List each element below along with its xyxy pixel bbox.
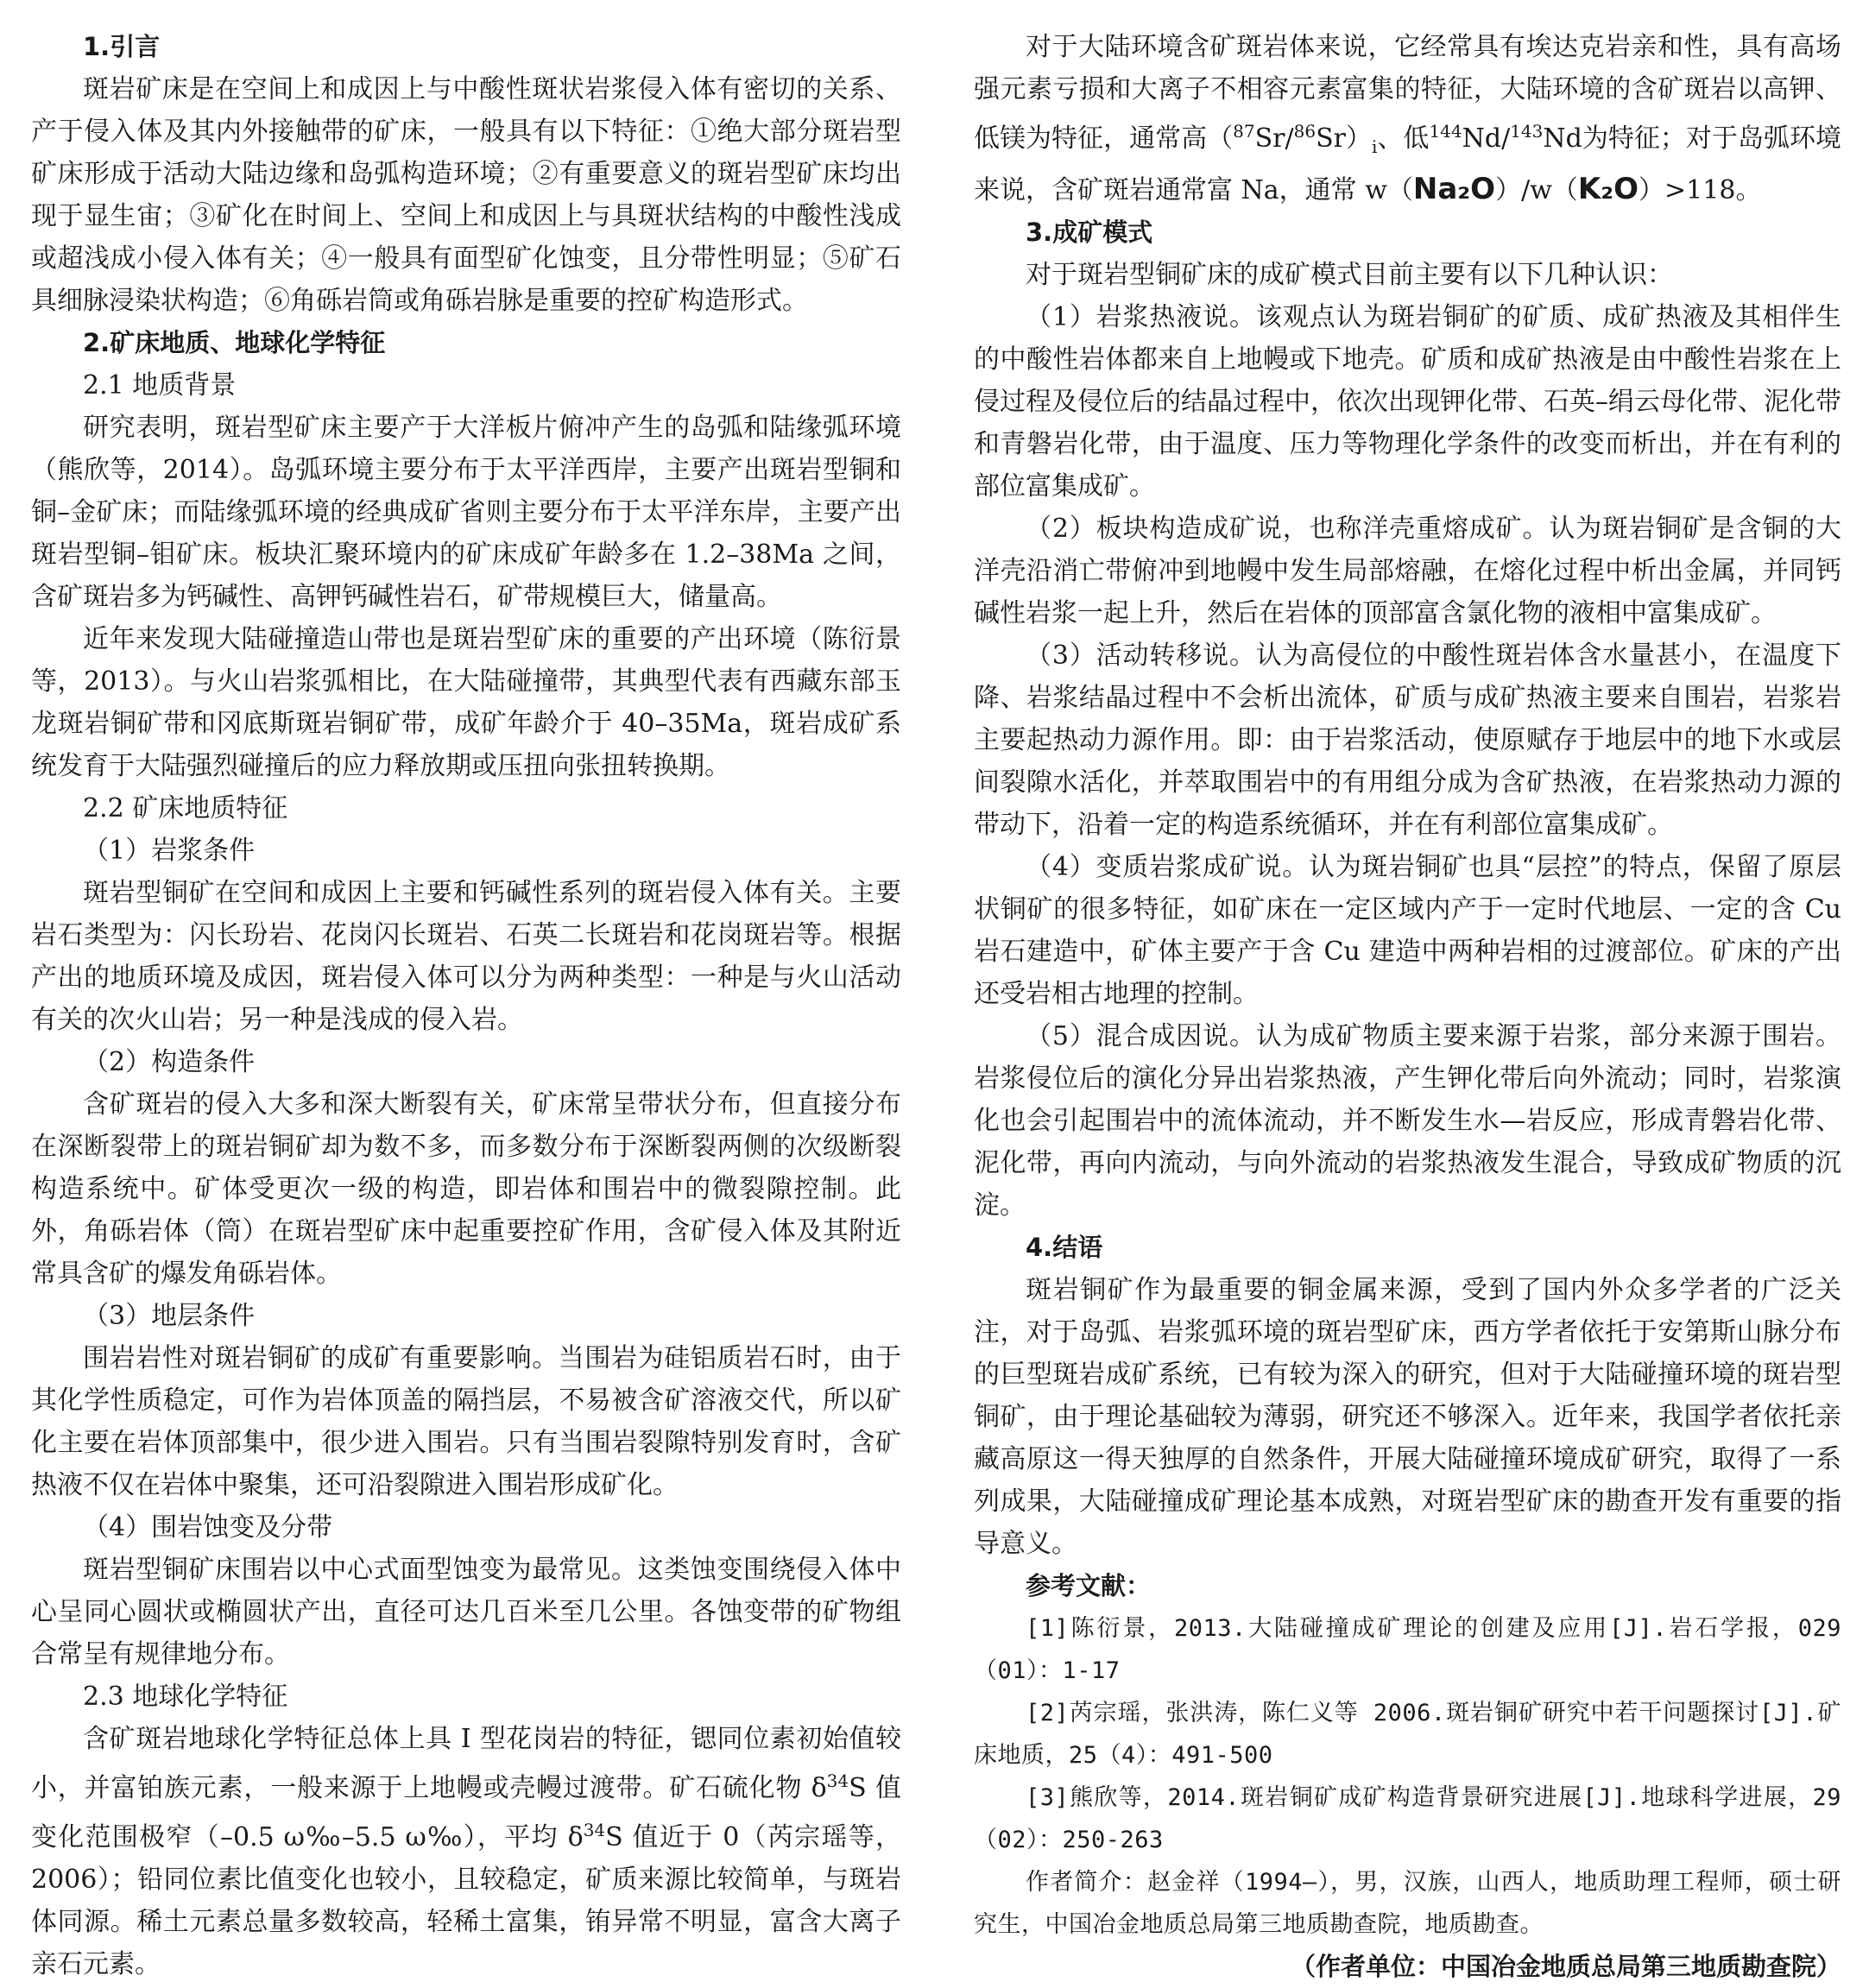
geochem-text-c: S 值近于 0（芮宗瑶等，2006）；铅同位素比值变化也较小，且较稳定，矿质来源比较简单，与斑岩体同源。稀土元素总量多数较高，轻稀土富集，铕异常不明显，富含大离子亲石元素。 [31, 1822, 901, 1979]
cont-text-e: ）>118。 [1639, 175, 1762, 205]
heading-introduction: 1.引言 [83, 32, 161, 61]
reference-1: [1]陈衍景，2013.大陆碰撞成矿理论的创建及应用[J].岩石学报，029（01）：1-17 [974, 1615, 1841, 1684]
sup-144: 144 [1429, 121, 1462, 142]
heading-geochemical-features: 2.3 地球化学特征 [83, 1682, 288, 1712]
heading-alteration-zoning: （4）围岩蚀变及分带 [83, 1512, 333, 1543]
sr-1: Sr [1254, 123, 1285, 154]
author-affiliation: （作者单位：中国冶金地质总局第三地质勘查院） [1290, 1952, 1841, 1981]
left-column [31, 26, 901, 1985]
sup-143: 143 [1510, 121, 1544, 142]
paragraph-model-3: （3）活动转移说。认为高侵位的中酸性斑岩体含水量甚小，在温度下降、岩浆结晶过程中不会析出流体，矿质与成矿热液主要来自围岩，岩浆岩主要起热动力源作用。即：由于岩浆活动，使原赋存于地层中的地下水或层间裂隙水活化，并萃取围岩中的有用组分成为含矿热液，在岩浆热动力源的带动下，沿着一定的构造系统循环，并在有利部位富集成矿。 [974, 641, 1841, 840]
formula-k2o: K₂O [1577, 172, 1639, 206]
paragraph-model-4: （4）变质岩浆成矿说。认为斑岩铜矿也具“层控”的特点，保留了原层状铜矿的很多特征，如矿床在一定区域内产于一定时代地层、一定的含 Cu 岩石建造中，矿体主要产于含 Cu 建造中两种岩相的过渡部位。矿床的产出还受岩相古地理的控制。 [974, 852, 1841, 1009]
paragraph-alteration-zoning: 斑岩型铜矿床围岩以中心式面型蚀变为最常见。这类蚀变围绕侵入体中心呈同心圆状或椭圆状产出，直径可达几百米至几公里。各蚀变带的矿物组合常呈有规律地分布。 [31, 1555, 901, 1669]
paragraph-strata-conditions: 围岩岩性对斑岩铜矿的成矿有重要影响。当围岩为硅铝质岩石时，由于其化学性质稳定，可作为岩体顶盖的隔挡层，不易被含矿溶液交代，所以矿化主要在岩体顶部集中，很少进入围岩。只有当围岩裂隙特别发育时，含矿热液不仅在岩体中聚集，还可沿裂隙进入围岩形成矿化。 [31, 1343, 901, 1500]
cont-text-c: 为特征；对于岛弧环境来说，含矿斑岩通常富 Na，通常 w（ [974, 123, 1841, 205]
paragraph-conclusion: 斑岩铜矿作为最重要的铜金属来源，受到了国内外众多学者的广泛关注，对于岛弧、岩浆弧环境的斑岩型矿床，西方学者依托于安第斯山脉分布的巨型斑岩成矿系统，已有较为深入的研究，但对于大陆碰撞环境的斑岩型铜矿，由于理论基础较为薄弱，研究还不够深入。近年来，我国学者依托亲藏高原这一得天独厚的自然条件，开展大陆碰撞环境成矿研究，取得了一系列成果，大陆碰撞成矿理论基本成熟，对斑岩型矿床的勘查开发有重要的指导意义。 [974, 1275, 1841, 1559]
geochem-sup-34-b: 34 [583, 1820, 606, 1840]
sup-87: 87 [1233, 121, 1255, 142]
slash-1: / [1285, 123, 1294, 154]
paragraph-magma-conditions: 斑岩型铜矿在空间和成因上主要和钙碱性系列的斑岩侵入体有关。主要岩石类型为：闪长玢岩、花岗闪长斑岩、石英二长斑岩和花岗斑岩等。根据产出的地质环境及成因，斑岩侵入体可以分为两种类型：一种是与火山活动有关的次火山岩；另一种是浅成的侵入岩。 [31, 878, 901, 1035]
heading-ore-model: 3.成矿模式 [1026, 218, 1153, 247]
paragraph-model-intro: 对于斑岩型铜矿床的成矿模式目前主要有以下几种认识： [1026, 260, 1673, 290]
cont-text-d: ）/w（ [1495, 175, 1578, 205]
geochem-text-b: S 值变化范围极窄（–0.5 ω‰–5.5 ω‰），平均 δ [31, 1773, 901, 1852]
right-column [974, 26, 1841, 1988]
paragraph-structural-conditions: 含矿斑岩的侵入大多和深大断裂有关，矿床常呈带状分布，但直接分布在深断裂带上的斑岩铜矿却为数不多，而多数分布于深断裂两侧的次级断裂构造系统中。矿体受更次一级的构造，即岩体和围岩中的微裂隙控制。此外，角砾岩体（筒）在斑岩型矿床中起重要控矿作用，含矿侵入体及其附近常具含矿的爆发角砾岩体。 [31, 1089, 901, 1289]
heading-structural-conditions: （2）构造条件 [83, 1047, 256, 1077]
cont-text-b: 、低 [1377, 123, 1430, 154]
heading-deposit-features: 2.2 矿床地质特征 [83, 793, 288, 824]
paragraph-model-2: （2）板块构造成矿说，也称洋壳重熔成矿。认为斑岩铜矿是含铜的大洋壳沿消亡带俯冲到地幔中发生局部熔融，在熔化过程中析出金属，并同钙碱性岩浆一起上升，然后在岩体的顶部富含氯化物的液相中富集成矿。 [974, 514, 1841, 628]
sub-i: i [1371, 136, 1378, 157]
paragraph-background-1: 研究表明，斑岩型矿床主要产于大洋板片俯冲产生的岛弧和陆缘弧环境（熊欣等，2014）。岛弧环境主要分布于太平洋西岸，主要产出斑岩型铜和铜–金矿床；而陆缘弧环境的经典成矿省则主要分布于太平洋东岸，主要产出斑岩型铜–钼矿床。板块汇聚环境内的矿床成矿年龄多在 1.2–38Ma 之间，含矿斑岩多为钙碱性、高钾钙碱性岩石，矿带规模巨大，储量高。 [31, 413, 901, 612]
paragraph-model-1: （1）岩浆热液说。该观点认为斑岩铜矿的矿质、成矿热液及其相伴生的中酸性岩体都来自上地幔或下地壳。矿质和成矿热液是由中酸性岩浆在上侵过程及侵位后的结晶过程中，依次出现钾化带、石英–绢云母化带、泥化带和青磐岩化带，由于温度、压力等物理化学条件的改变而析出，并在有利的部位富集成矿。 [974, 302, 1841, 502]
author-bio: 作者简介：赵金祥（1994—），男，汉族，山西人，地质助理工程师，硕士研究生，中国冶金地质总局第三地质勘查院，地质勘查。 [974, 1869, 1841, 1938]
reference-3: [3]熊欣等，2014.斑岩铜矿成矿构造背景研究进展[J].地球科学进展，29（02）：250-263 [974, 1784, 1841, 1853]
formula-na2o: Na₂O [1412, 172, 1496, 206]
paragraph-background-2: 近年来发现大陆碰撞造山带也是斑岩型矿床的重要的产出环境（陈衍景等，2013）。与火山岩浆弧相比，在大陆碰撞带，其典型代表有西藏东部玉龙斑岩铜矿带和冈底斯斑岩铜矿带，成矿年龄介于 40–35Ma，斑岩成矿系统发育于大陆强烈碰撞后的应力释放期或压扭向张扭转换期。 [31, 624, 901, 781]
reference-2: [2]芮宗瑶，张洪涛，陈仁义等 2006.斑岩铜矿研究中若干问题探讨[J].矿床地质，25（4）：491-500 [974, 1700, 1841, 1769]
geochem-text-a: 含矿斑岩地球化学特征总体上具 I 型花岗岩的特征，锶同位素初始值较小，并富铂族元素，一般来源于上地幔或壳幔过渡带。矿石硫化物 δ [31, 1724, 901, 1803]
heading-strata-conditions: （3）地层条件 [83, 1301, 256, 1331]
heading-conclusion: 4.结语 [1026, 1233, 1103, 1262]
slash-2: / [1501, 123, 1511, 154]
paragraph-introduction: 斑岩矿床是在空间上和成因上与中酸性斑状岩浆侵入体有密切的关系、产于侵入体及其内外接触带的矿床，一般具有以下特征：①绝大部分斑岩型矿床形成于活动大陆边缘和岛弧构造环境；②有重要意义的斑岩型矿床均出现于显生宙；③矿化在时间上、空间上和成因上与具斑状结构的中酸性浅成或超浅成小侵入体有关；④一般具有面型矿化蚀变，且分带性明显；⑤矿石具细脉浸染状构造；⑥角砾岩筒或角砾岩脉是重要的控矿构造形式。 [31, 74, 901, 316]
geochem-sup-34-a: 34 [826, 1770, 849, 1791]
paragraph-model-5: （5）混合成因说。认为成矿物质主要来源于岩浆，部分来源于围岩。岩浆侵位后的演化分异出岩浆热液，产生钾化带后向外流动；同时，岩浆演化也会引起围岩中的流体流动，并不断发生水—岩反应，形成青磐岩化带、泥化带，再向内流动，与向外流动的岩浆热液发生混合，导致成矿物质的沉淀。 [974, 1021, 1841, 1221]
heading-geological-background: 2.1 地质背景 [83, 370, 237, 401]
paragraph-continental-porphyry [974, 26, 1841, 211]
sr-2: Sr） [1316, 123, 1372, 154]
nd-1: Nd [1462, 123, 1502, 154]
nd-2: Nd [1543, 123, 1582, 154]
paragraph-geochemical-features [31, 1718, 901, 1985]
sup-86: 86 [1293, 121, 1317, 142]
heading-geology-geochemistry: 2.矿床地质、地球化学特征 [83, 328, 386, 357]
heading-references: 参考文献： [1026, 1571, 1152, 1600]
heading-magma-conditions: （1）岩浆条件 [83, 836, 256, 866]
cont-text-a: 对于大陆环境含矿斑岩体来说，它经常具有埃达克岩亲和性，具有高场强元素亏损和大离子不相容元素富集的特征，大陆环境的含矿斑岩以高钾、低镁为特征，通常高（ [974, 32, 1841, 154]
